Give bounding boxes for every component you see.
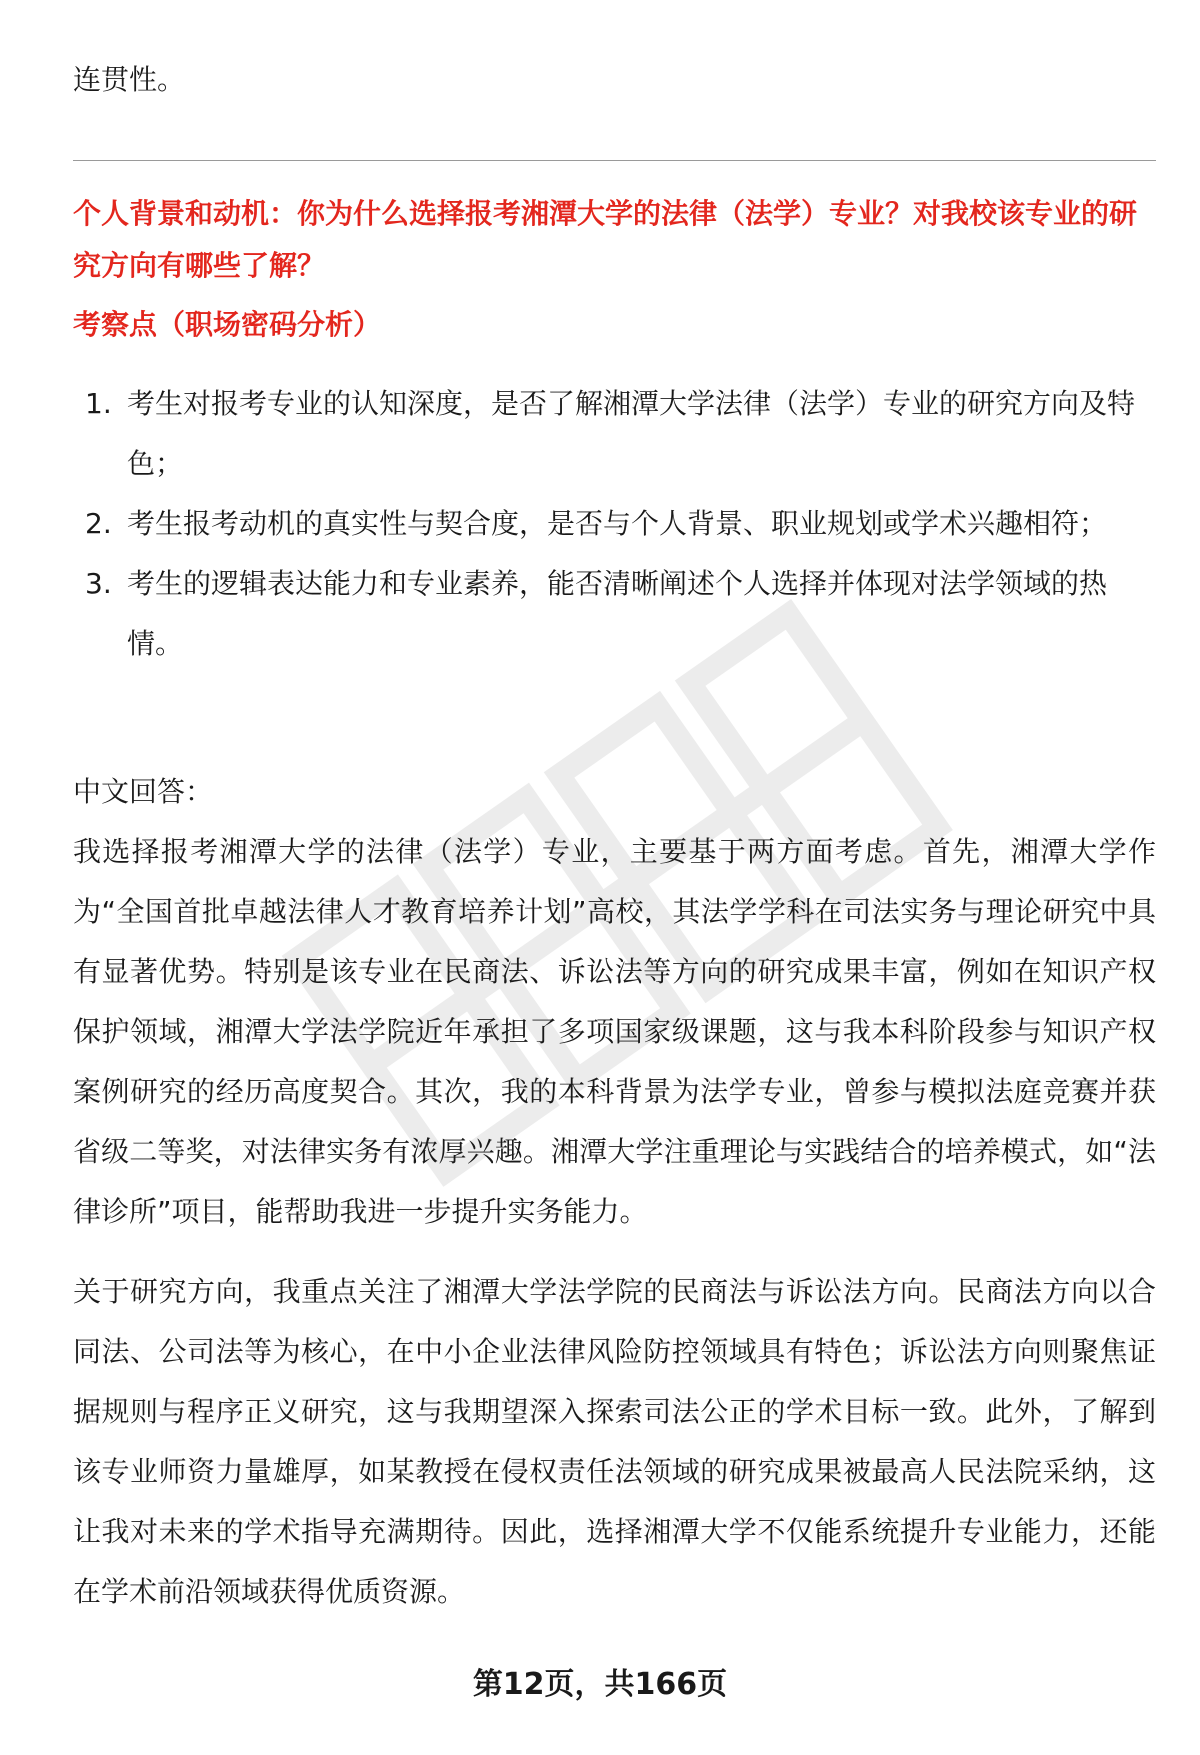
answer-paragraph: 关于研究方向，我重点关注了湘潭大学法学院的民商法与诉讼法方向。民商法方向以合同法、公司法等为核心，在中小企业法律风险防控领域具有特色；诉讼法方向则聚焦证据规则与程序正义研究，这与我期望深入探索司法公正的学术目标一致。此外，了解到该专业师资力量雄厚，如某教授在侵权责任法领域的研究成果被最高人民法院采纳，这让我对未来的学术指导充满期待。因此，选择湘潭大学不仅能系统提升专业能力，还能在学术前沿领域获得优质资源。 [73,1275,1156,1608]
list-item [73,494,1156,554]
assessment-points-title: 考察点（职场密码分析） [73,308,382,341]
answer-paragraph: 我选择报考湘潭大学的法律（法学）专业，主要基于两方面考虑。首先，湘潭大学作为“全国首批卓越法律人才教育培养计划”高校，其法学学科在司法实务与理论研究中具有显著优势。特别是该专业在民商法、诉讼法等方向的研究成果丰富，例如在知识产权保护领域，湘潭大学法学院近年承担了多项国家级课题，这与我本科阶段参与知识产权案例研究的经历高度契合。其次，我的本科背景为法学专业，曾参与模拟法庭竞赛并获省级二等奖，对法律实务有浓厚兴趣。湘潭大学注重理论与实践结合的培养模式，如“法律诊所”项目，能帮助我进一步提升实务能力。 [73,835,1156,1228]
list-item-text: 考生对报考专业的认知深度，是否了解湘潭大学法律（法学）专业的研究方向及特色； [127,387,1136,480]
list-item-number: 2. [85,507,112,540]
list-item-number: 1. [85,387,112,420]
list-item-text: 考生的逻辑表达能力和专业素养，能否清晰阐述个人选择并体现对法学领域的热情。 [127,567,1108,660]
list-item [73,554,1156,674]
list-item [73,374,1156,494]
page-number-footer: 第12页，共166页 [472,1667,728,1702]
section-divider [73,160,1156,161]
list-item-number: 3. [85,567,112,600]
question-heading: 个人背景和动机：你为什么选择报考湘潭大学的法律（法学）专业？对我校该专业的研究方向有哪些了解？ [73,197,1138,282]
continuation-text: 连贯性。 [73,63,186,96]
answer-label: 中文回答： [73,775,214,808]
list-item-text: 考生报考动机的真实性与契合度，是否与个人背景、职业规划或学术兴趣相符； [127,507,1108,540]
assessment-points-list [73,374,1156,674]
